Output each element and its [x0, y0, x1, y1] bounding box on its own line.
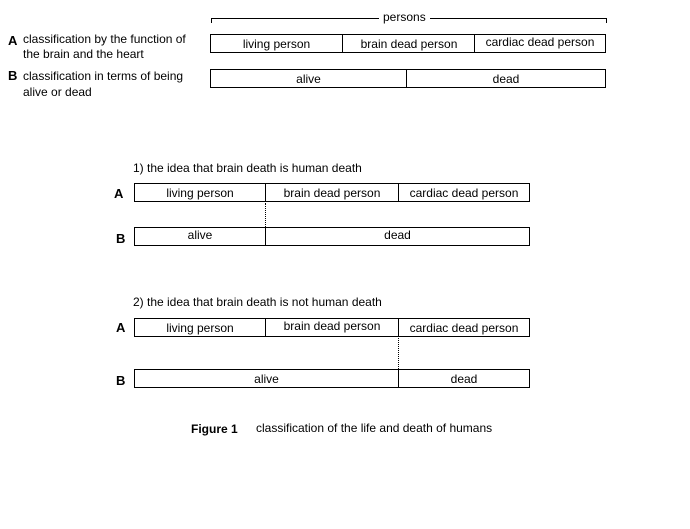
cell-alive: alive — [296, 72, 321, 86]
top-row-a-box — [210, 34, 606, 53]
s2-row-b-box — [134, 369, 530, 388]
s1-row-a-box — [134, 183, 530, 202]
top-row-b-box — [210, 69, 606, 88]
boundary-dotted-line — [398, 338, 399, 369]
cell-dead: dead — [384, 228, 411, 242]
section1-title: 1) the idea that brain death is human death — [133, 161, 362, 175]
section2-title: 2) the idea that brain death is not human death — [133, 295, 382, 309]
cell-living-person: living person — [166, 321, 234, 335]
row-a-desc-2: the brain and the heart — [23, 47, 144, 61]
s2-row-b-letter: B — [116, 373, 126, 388]
cell-alive: alive — [254, 372, 279, 386]
s2-row-a-box — [134, 318, 530, 337]
s1-row-b-letter: B — [116, 231, 126, 246]
s2-row-a-letter: A — [116, 320, 126, 335]
figure-label: Figure 1 — [191, 422, 238, 436]
boundary-dotted-line — [265, 203, 266, 227]
cell-brain-dead-person: brain dead person — [283, 319, 381, 333]
figure-caption: classification of the life and death of humans — [256, 421, 493, 435]
cell-dead: dead — [450, 372, 478, 386]
row-b-desc-2: alive or dead — [23, 85, 92, 99]
row-a-desc-1: classification by the function of — [23, 32, 186, 46]
cell-cardiac-dead-person: cardiac dead person — [409, 186, 519, 200]
s1-row-a-letter: A — [114, 186, 124, 201]
row-b-desc-1: classification in terms of being — [23, 69, 184, 83]
s1-row-b-box — [134, 227, 530, 246]
cell-brain-dead-person: brain dead person — [360, 37, 458, 51]
cell-living-person: living person — [242, 37, 311, 51]
cell-cardiac-dead-person: cardiac dead person — [409, 321, 519, 335]
cell-living-person: living person — [166, 186, 234, 200]
cell-alive: alive — [187, 228, 213, 242]
cell-cardiac-dead-person: cardiac dead person — [485, 35, 595, 49]
row-b-letter: B — [8, 68, 18, 83]
cell-dead: dead — [492, 72, 520, 86]
row-a-letter: A — [8, 33, 18, 48]
cell-brain-dead-person: brain dead person — [283, 186, 381, 200]
persons-label: persons — [379, 10, 430, 24]
